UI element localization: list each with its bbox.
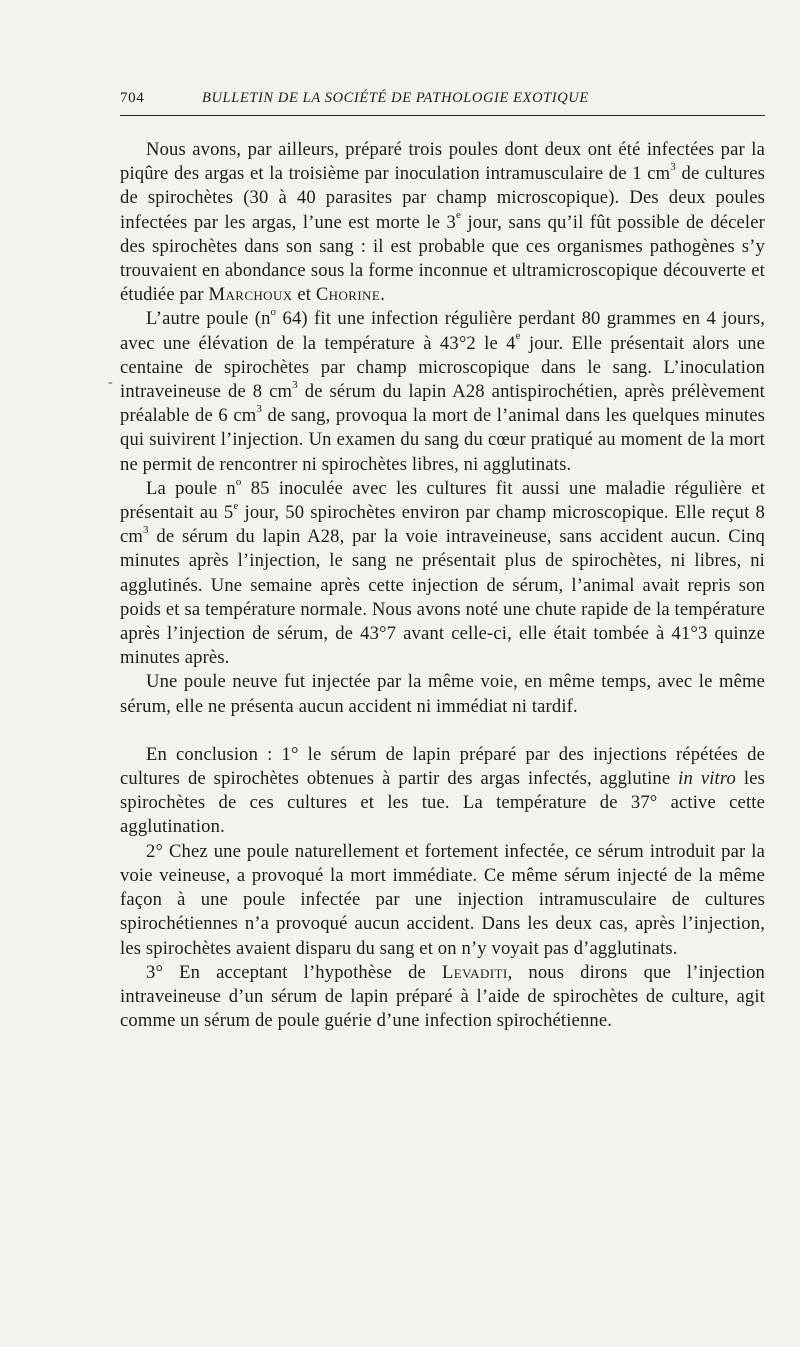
paragraph-conclusion: En conclusion : 1° le sérum de lapin préparé par des injections répétées de cultures de spirochètes obtenues à partir des argas infectés, agglutine in vitro les spirochètes de ces cultures et les tue. La température de 37° active cette agglutination. (120, 743, 765, 838)
paragraph-conclusion-3: 3° En acceptant l’hypothèse de Levaditi, nous dirons que l’injection intraveineuse d’un sérum de lapin préparé à l’aide de spirochètes de culture, agit comme un sérum de poule guérie d’une infection spirochétienne. (120, 961, 765, 1032)
author-name-chorine: Chorine (315, 284, 381, 306)
paragraph-2: L’autre poule ($n^o$ 64) fit une infection régulière perdant 80 grammes en 4 jours, avec une élévation de la température à 43°2 le 4e jour. Elle présentait alors une centaine de spirochètes par champ microscopique dans le sang. L’inoculation intraveineuse de 8 $cm^3$ de sérum du lapin A28 antispirochétien, après prélèvement préalable de 6 $cm^3$ de sang, provoqua la mort de l’animal dans les quelques minutes qui suivirent l’injection. Un examen du sang du cœur pratiqué au moment de la mort ne permit de rencontrer ni spirochètes libres, ni agglutinats. (120, 306, 766, 475)
page-header (120, 88, 765, 112)
paragraph-3: La poule $n^o$ 85 inoculée avec les cultures fit aussi une maladie régulière et présentait au 5e jour, 50 spirochètes environ par champ microscopique. Elle reçut 8 $cm^3$ de sérum du lapin A28, par la voie intraveineuse, sans accident aucun. Cinq minutes après l’injection, le sang ne présentait plus de spirochètes, ni libres, ni agglutinés. Une semaine après cette injection de sérum, l’animal avait repris son poids et sa température normale. Nous avons noté une chute rapide de la température après l’injection de sérum, de 43°7 avant celle-ci, elle était tombée à 41°3 quinze minutes après. (120, 475, 766, 669)
italic-in-vitro: in vitro (678, 768, 736, 790)
margin-mark: - (108, 375, 113, 390)
author-name-marchoux: Marchoux (208, 284, 293, 306)
page-number: 704 (120, 90, 145, 106)
paragraph-1: Nous avons, par ailleurs, préparé trois poules dont deux ont été infectées par la piqûre des argas et la troisième par inoculation intramusculaire de 1 $cm^3$ de cultures de spirochètes (30 à 40 parasites par champ microscopique). Des deux poules infectées par les argas, l’une est morte le 3e jour, sans qu’il fût possible de déceler des spirochètes dans son sang : il est probable que ces organismes pathogènes s’y trouvaient en abondance sous la forme inconnue et ultramicroscopique découverte et étudiée par Marchoux et Chorine. (120, 139, 765, 306)
author-name-levaditi: Levaditi (441, 961, 508, 983)
header-rule (120, 115, 765, 116)
page (120, 88, 765, 1033)
paragraph-4: Une poule neuve fut injectée par la même voie, en même temps, avec le même sérum, elle ne présenta aucun accident ni immédiat ni tardif. (120, 671, 765, 717)
article-body (120, 138, 765, 1033)
running-title: BULLETIN DE LA SOCIÉTÉ DE PATHOLOGIE EXOTIQUE (202, 90, 589, 106)
paragraph-conclusion-2: 2° Chez une poule naturellement et fortement infectée, ce sérum introduit par la voie veineuse, a provoqué la mort immédiate. Ce même sérum injecté de la même façon à une poule infectée par une injection intramusculaire de cultures spirochétiennes n’a provoqué aucun accident. Dans les deux cas, après l’injection, les spirochètes avaient disparu du sang et on n’y voyait pas d’agglutinats. (120, 840, 765, 959)
